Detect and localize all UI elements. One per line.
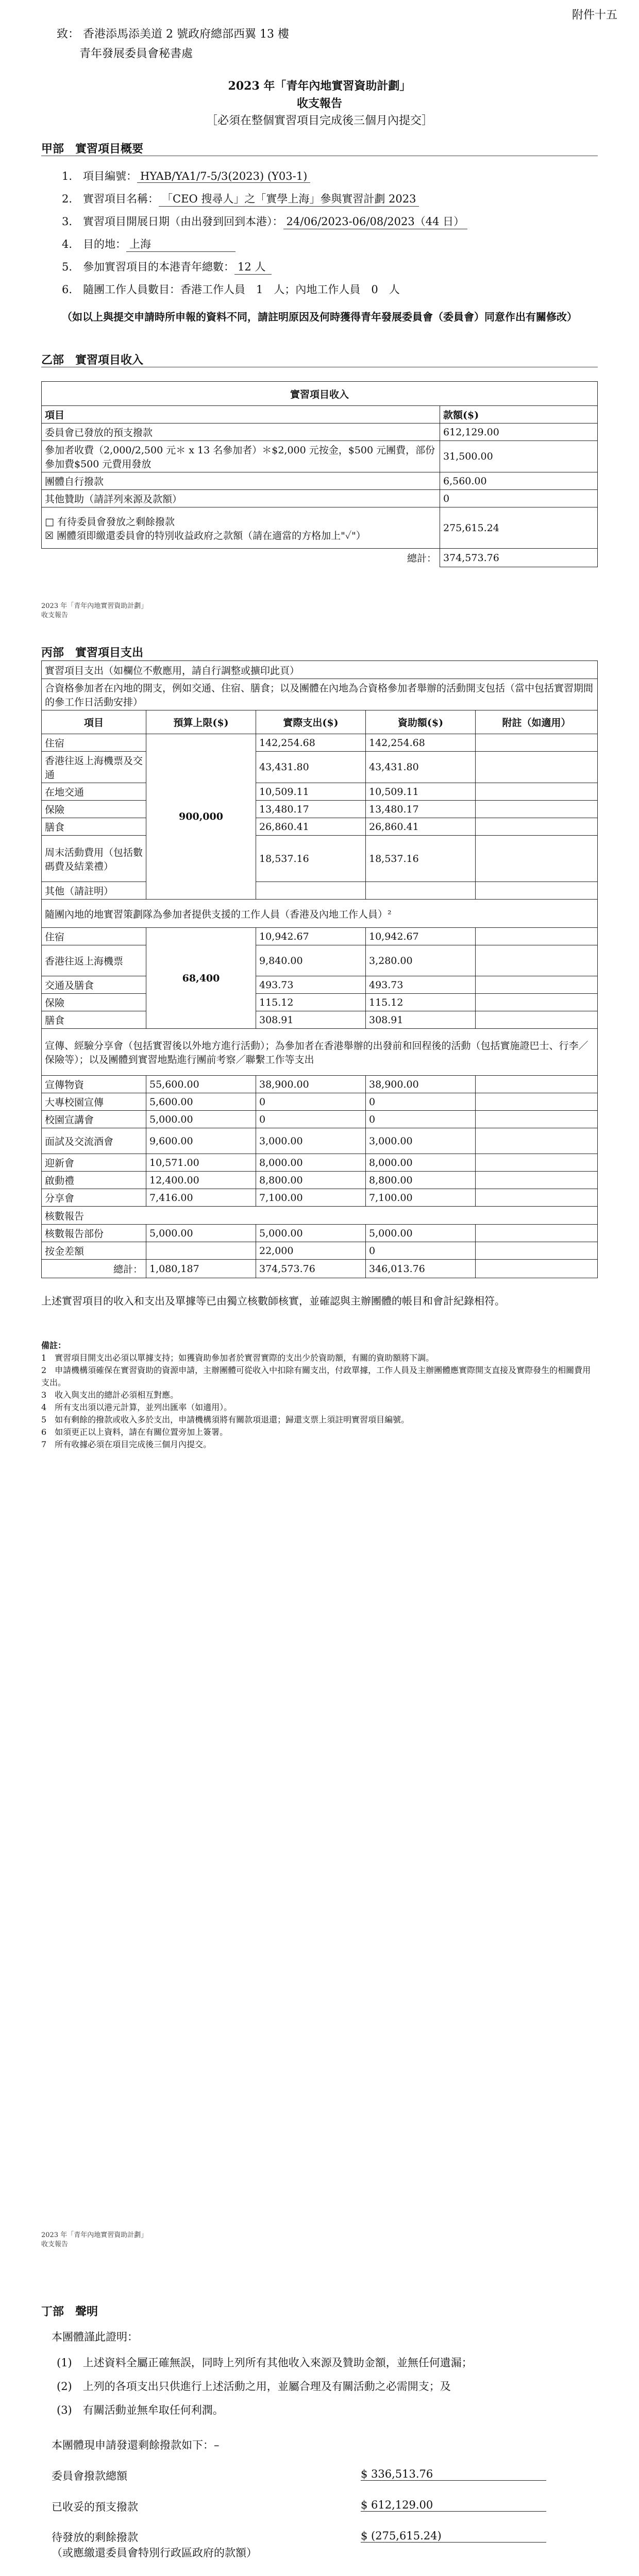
income-row-amount: 0 xyxy=(440,490,598,507)
expense-section-1: 合資格參加者在內地的開支，例如交通、住宿、膳食；以及團體在內地為合資格參加者舉辦的活動開支包括（當中包括實習期間的參工作日活動安排） xyxy=(42,679,598,710)
income-row-amount: 275,615.24 xyxy=(440,507,598,549)
calc-value-total: $ 336,513.76 xyxy=(361,2468,546,2481)
part-a-note: （如以上與提交申請時所申報的資料不同，請註明原因及何時獲得青年發展委員會（委員會）同意作出有關修改） xyxy=(62,311,577,323)
expense-total-actual: 374,573.76 xyxy=(256,1260,366,1278)
expense-item: 香港往返上海機票 xyxy=(42,945,146,976)
remark-line: 3 收入與支出的總計必須相互對應。 xyxy=(41,1390,179,1400)
income-table-title: 實習項目收入 xyxy=(42,382,598,406)
item-project-name: 2. 實習項目名稱： 「CEO 搜尋人」之「實學上海」參與實習計劃 2023 xyxy=(62,191,603,207)
expense-item: 膳食 xyxy=(42,818,146,836)
expense-total-grant: 346,013.76 xyxy=(366,1260,476,1278)
calc-value-advance: $ 612,129.00 xyxy=(361,2499,546,2512)
to-line-1: 香港添馬添美道 2 號政府總部西翼 13 樓 xyxy=(83,28,289,41)
annex-label: 附件十五 xyxy=(571,9,617,22)
part-c-heading: 丙部 實習項目支出 xyxy=(41,646,144,659)
declaration-item: (3) 有關活動並無牟取任何利潤。 xyxy=(57,2404,224,2416)
item-project-no: 1. 項目編號： HYAB/YA1/7-5/3(2023) (Y03-1) xyxy=(62,168,603,183)
expense-total-budget: 1,080,187 xyxy=(146,1260,256,1278)
expense-section-3: 宣傳、經驗分享會（包括實習後以外地方進行活動）；為參加者在香港舉辦的出發前和回程後的活動（包括實施證巴士、行李／保險等）；以及團體到實習地點進行團前考察／聯繫工作等支出 xyxy=(42,1029,598,1076)
expense-col-item: 項目 xyxy=(42,710,146,734)
title-line-2: 收支報告 xyxy=(296,97,342,110)
remarks-title: 備註： xyxy=(41,1341,66,1350)
expense-table: 實習項目支出（如欄位不敷應用，請自行調整或擴印此頁） 合資格參加者在內地的開支，例如交通、住宿、膳食；以及團體在內地為合資格參加者舉辦的活動開支包括（當中包括實習期間的參工作日活動安排） 項目 預算上限($) 實際支出($) 資助額($) 附註（如適用） 住宿 900,000 142,254.68 142,254.68 香港往返上海機票及交通 43,431.80 43,431.80 在地交通 10,509.11 10,509.11 保險 13,480.17 13,480.17 膳食 26,860.41 26,860.41 周末活動費用（包括數碼費及結業禮） 18,537.16 18,537.16 其他（請註明） 隨團內地的地實習策劃隊為參加者提供支援的工作人員（香港及內地工作人員）² 住宿 68,400 10,942.67 10,942.67 香港往返上海機票 9,840.00 3,280.00 交通及膳食 493.73 493.73 保險 115.12 115.12 膳食 308.91 308.91 宣傳、經驗分享會（包括實習後以外地方進行活動）；為參加者在香港舉辦的出發前和回程後的活動（包括實施證巴士、行李／保險等）；以及團體到實習地點進行團前考察／聯繫工作等支出 宣傳物資 55,600.00 38,900.00 38,900.00 大專校園宣傳 5,600.00 0 0 校園宣講會 5,000.00 0 0 面試及交流酒會 9,600.00 3,000.00 3,000.00 迎新會 10,571.00 8,000.00 8,000.00 啟動禮 12,400.00 8,800.00 8,800.00 分享會 7,416.00 7,100.00 7,100.00 核數報告 核數報告部份 5,000.00 5,000.00 5,000.00 按金差額 22,000 0 總計： 1,080,187 374,573.76 346,013.76 xyxy=(41,660,598,1278)
income-row-item: 團體自行撥款 xyxy=(42,472,440,490)
income-table xyxy=(41,381,598,567)
audit-confirmation: 上述實習項目的收入和支出及單據等已由獨立核數師核實，並確認與主辦團體的帳目和會計紀錄相符。 xyxy=(41,1295,505,1307)
remark-line: 1 實習項目開支出必須以單據支持；如獲資助參加者於實習實際的支出少於資助額，有關的資助額將下調。 xyxy=(41,1353,434,1363)
remark-line: 6 如須更正以上資料，請在有關位置旁加上簽署。 xyxy=(41,1427,228,1437)
page-footer: 2023 年「青年內地實習資助計劃」 收支報告 xyxy=(41,602,148,619)
income-total-label: 總計： xyxy=(407,553,436,565)
expense-item: 住宿 xyxy=(42,928,146,945)
expense-section-4: 核數報告 xyxy=(42,1207,598,1225)
expense-table-title: 實習項目支出（如欄位不敷應用，請自行調整或擴印此頁） xyxy=(42,661,598,679)
part-b-heading: 乙部 實習項目收入 xyxy=(41,353,144,367)
income-row-item: 其他贊助（請詳列來源及款額） xyxy=(42,490,440,507)
calc-row-total: 委員會撥款總額 xyxy=(52,2470,127,2482)
remark-line: 4 所有支出須以港元計算，並列出匯率（如適用）。 xyxy=(41,1402,232,1412)
item-project-dates: 3. 實習項目開展日期（由出發到回到本港）： 24/06/2023-06/08/2023（44 日） xyxy=(62,213,603,229)
expense-item: 在地交通 xyxy=(42,783,146,801)
income-row-amount: 612,129.00 xyxy=(440,423,598,441)
declaration-item: (2) 上列的各項支出只供進行上述活動之用，並屬合理及有關活動之必需開支；及 xyxy=(57,2380,451,2393)
title-line-3: ［必須在整個實習項目完成後三個月內提交］ xyxy=(206,114,433,127)
expense-item: 其他（請註明） xyxy=(42,882,146,900)
remark-line: 5 如有剩餘的撥款或收入多於支出，申請機構須將有關款項退還；歸還支票上須註明實習項目編號。 xyxy=(41,1415,410,1425)
remark-line: 2 申請機構須確保在實習資助的資源申請，主辦團體可從收入中扣除有關支出，付政單據，工作人員及主辦團體應實際開支直接及實際發生的相關費用支出。 xyxy=(41,1365,591,1387)
expense-item: 保險 xyxy=(42,801,146,818)
income-row-amount: 6,560.00 xyxy=(440,472,598,490)
page-footer: 2023 年「青年內地實習資助計劃」 收支報告 xyxy=(41,2231,148,2248)
to-line-2: 青年發展委員會秘書處 xyxy=(79,47,193,60)
income-row-item: 參加者收費（2,000/2,500 元＊ x 13 名參加者）＊$2,000 元按金，$500 元團費，部份參加費$500 元費用發放 xyxy=(42,441,440,472)
remarks xyxy=(41,1340,593,1451)
expense-section-2: 隨團內地的地實習策劃隊為參加者提供支援的工作人員（香港及內地工作人員）² xyxy=(42,900,598,928)
report-title xyxy=(0,77,639,130)
expense-total-label: 總計： xyxy=(42,1260,146,1278)
income-col-amount: 款額($) xyxy=(440,406,598,423)
expense-col-grant: 資助額($) xyxy=(366,710,476,734)
expense-item: 周末活動費用（包括數碼費及結業禮） xyxy=(42,836,146,882)
expense-item: 交通及膳食 xyxy=(42,976,146,994)
calc-intro: 本團體現申請發還剩餘撥款如下：– xyxy=(52,2439,220,2451)
to-label: 致： xyxy=(57,28,80,41)
expense-item: 保險 xyxy=(42,994,146,1011)
calc-value-balance: $ (275,615.24) xyxy=(361,2530,546,2543)
expense-col-actual: 實際支出($) xyxy=(256,710,366,734)
item-destination: 4. 目的地： 上海 xyxy=(62,236,603,252)
item-staff: 6. 隨團工作人員數目：香港工作人員 1 人；內地工作人員 0 人 xyxy=(62,283,400,296)
income-row-item: □ 有待委員會發放之剩餘撥款 ☒ 團體須即繳還委員會的特別收益政府之款額（請在適當的方格加上"✓"） xyxy=(42,507,440,549)
income-col-item: 項目 xyxy=(42,406,440,423)
income-row-item: 委員會已發放的預支撥款 xyxy=(42,423,440,441)
expense-item: 膳食 xyxy=(42,1011,146,1029)
income-row-amount: 31,500.00 xyxy=(440,441,598,472)
declaration-item: (1) 上述資料全屬正確無誤，同時上列所有其他收入來源及贊助金額，並無任何遺漏； xyxy=(57,2357,473,2369)
expense-item: 住宿 xyxy=(42,734,146,752)
calc-row-balance: 待發放的剩餘撥款 （或應繳還委員會特別行政區政府的款額） xyxy=(52,2531,257,2559)
part-a-heading: 甲部 實習項目概要 xyxy=(41,142,144,156)
expense-item: 香港往返上海機票及交通 xyxy=(42,752,146,783)
expense-budget-2: 68,400 xyxy=(146,928,256,1029)
declaration-intro: 本團體謹此證明： xyxy=(52,2331,138,2343)
expense-col-budget: 預算上限($) xyxy=(146,710,256,734)
item-participants: 5. 參加實習項目的本港青年總數： 12 人 xyxy=(62,259,603,275)
recipient-address xyxy=(57,25,572,64)
expense-budget-1: 900,000 xyxy=(146,734,256,900)
remark-line: 7 所有收據必須在項目完成後三個月內提交。 xyxy=(41,1439,212,1449)
calc-row-advance: 已收妥的預支撥款 xyxy=(52,2501,138,2513)
expense-col-attach: 附註（如適用） xyxy=(476,710,598,734)
income-total: 374,573.76 xyxy=(440,549,598,567)
title-line-1: 2023 年「青年內地實習資助計劃」 xyxy=(228,79,411,93)
part-d-heading: 丁部 聲明 xyxy=(41,2305,98,2318)
